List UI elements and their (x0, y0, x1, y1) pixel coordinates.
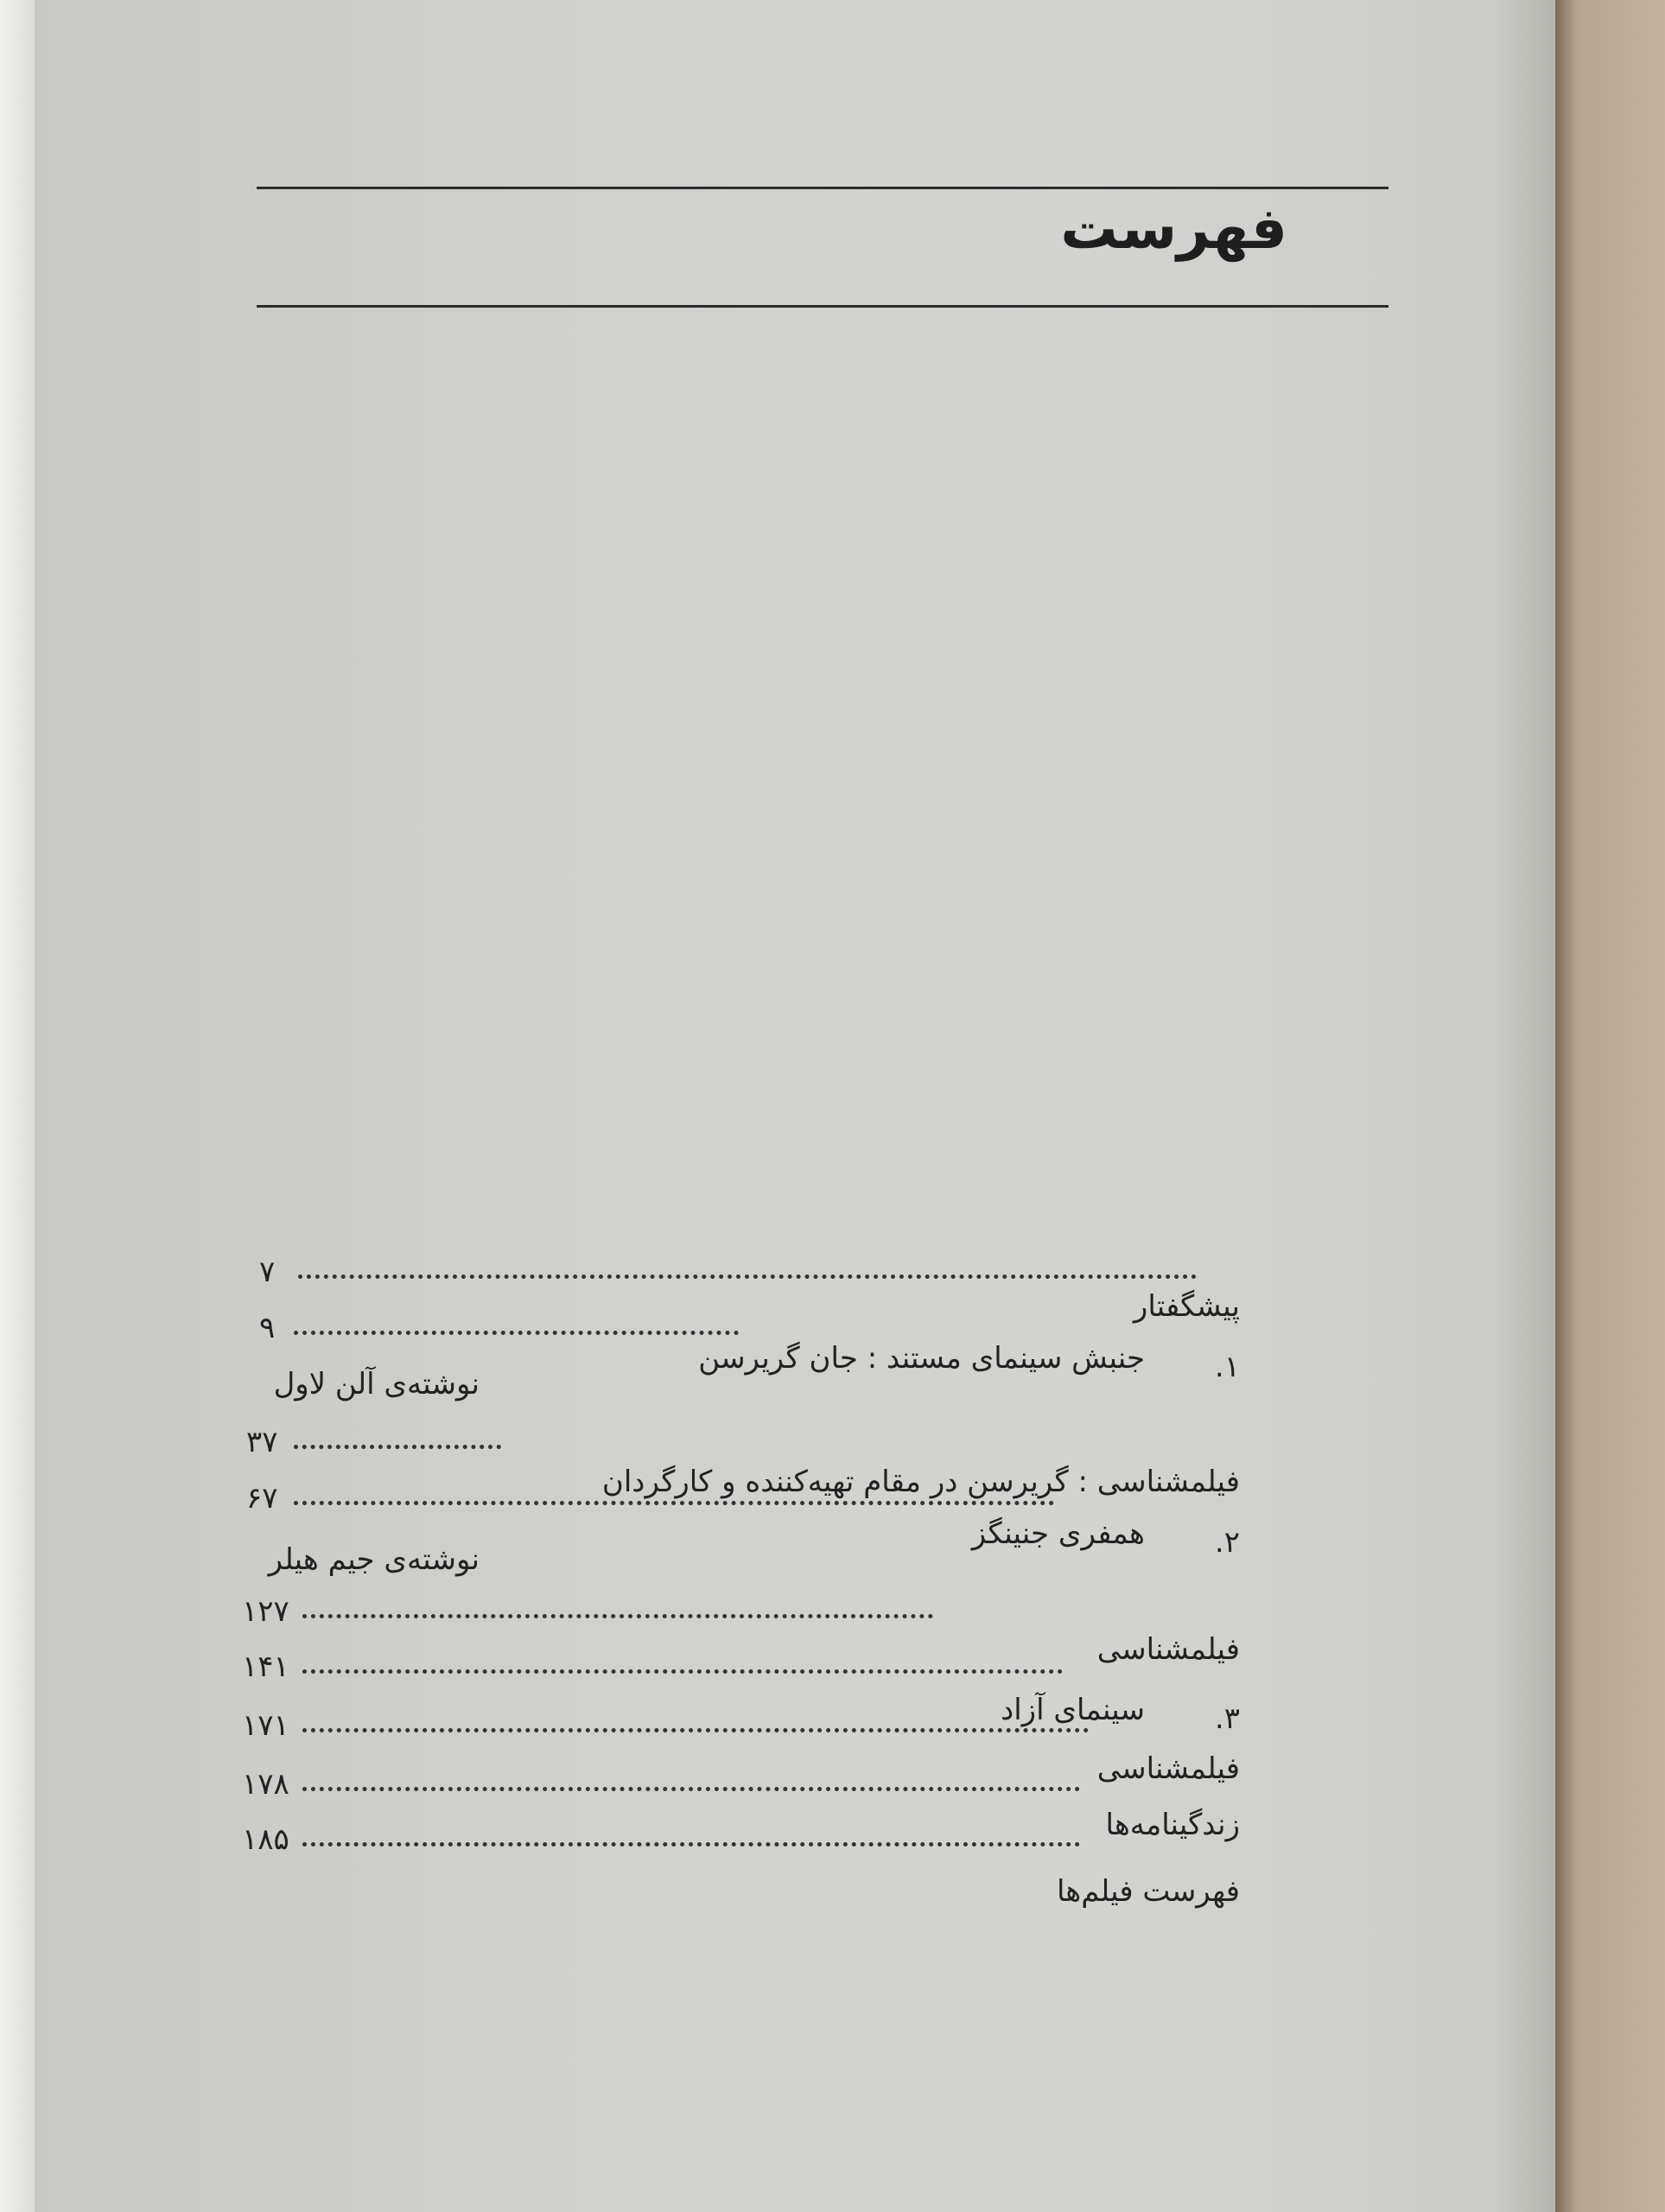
toc-page-number: ۳۷ (246, 1425, 278, 1459)
toc-leader (294, 1445, 501, 1449)
toc-entry-title: زندگینامه‌ها (1105, 1808, 1240, 1842)
page-gutter (0, 0, 35, 2212)
toc-page-number: ۶۷ (246, 1481, 278, 1516)
toc-page-number: ۱۴۱ (242, 1649, 289, 1684)
toc-leader (294, 1331, 739, 1335)
toc-entry-title: همفری جنینگز (971, 1516, 1145, 1551)
toc-entry-title: فهرست فیلم‌ها (1056, 1874, 1240, 1909)
toc-page-number: ۷ (259, 1255, 276, 1289)
toc-chapter-number: ۲. (1214, 1525, 1240, 1560)
toc-entry-title: جنبش سینمای مستند : جان گریرسن (698, 1341, 1145, 1376)
title-rule-bottom (257, 305, 1389, 308)
toc-entry-author: نوشته‌ی جیم هیلر (268, 1542, 480, 1577)
toc-leader (302, 1728, 1089, 1732)
toc-leader (302, 1614, 933, 1618)
title-rule-top (257, 187, 1389, 189)
toc-leader (302, 1842, 1080, 1847)
toc-page-number: ۱۸۵ (242, 1822, 289, 1857)
book-edge (1555, 0, 1665, 2212)
toc-entry-title: پیشگفتار (1133, 1289, 1240, 1324)
toc-leader (294, 1501, 1054, 1505)
toc-leader (302, 1787, 1080, 1791)
toc-chapter-number: ۱. (1214, 1350, 1240, 1384)
toc-leader (298, 1274, 1197, 1279)
toc-entry-title: فیلمشناسی (1096, 1751, 1240, 1786)
toc-chapter-number: ۳. (1214, 1701, 1240, 1736)
toc-page-number: ۱۷۸ (242, 1767, 289, 1802)
toc-entry-author: نوشته‌ی آلن لاول (273, 1367, 480, 1402)
toc-entry-title: فیلمشناسی : گریرسن در مقام تهیه‌کننده و کارگردان (601, 1465, 1240, 1499)
toc-page-number: ۱۲۷ (242, 1594, 289, 1629)
toc-page-number: ۹ (259, 1311, 276, 1345)
toc-page-number: ۱۷۱ (242, 1708, 289, 1743)
toc-leader (302, 1669, 1063, 1674)
toc-entry-title: سینمای آزاد (1001, 1693, 1145, 1727)
page-title: فهرست (1060, 195, 1287, 262)
toc-entry-title: فیلمشناسی (1096, 1632, 1240, 1667)
